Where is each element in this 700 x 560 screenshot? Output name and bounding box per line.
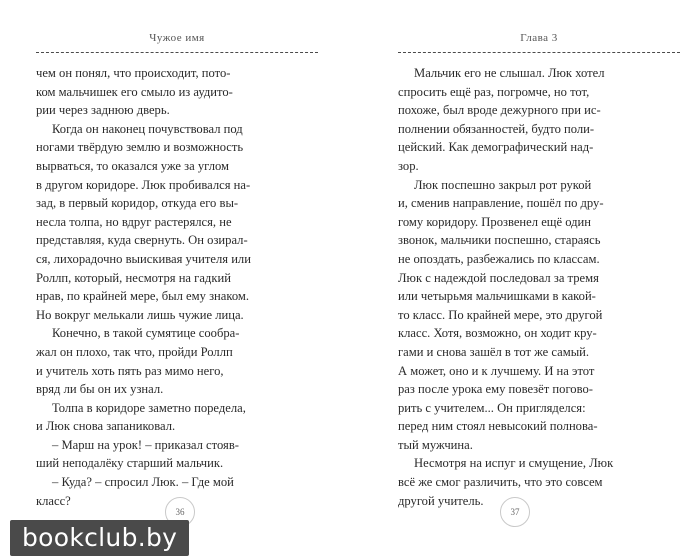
text-line: несла толпа, но вдруг растерялся, не <box>36 214 232 229</box>
text-line: класс? <box>36 493 71 508</box>
page-number-right: 37 <box>500 497 530 527</box>
text-line: спросить ещё раз, погромче, но тот, <box>398 84 590 99</box>
left-page-body <box>36 64 318 510</box>
text-line: и учитель хоть пять раз мимо него, <box>36 363 224 378</box>
text-line: тый мужчина. <box>398 437 473 452</box>
text-line: зор. <box>398 158 419 173</box>
header-rule-right <box>398 52 680 53</box>
text-line: рить с учителем... Он пригляделся: <box>398 400 586 415</box>
text-line: нрав, по крайней мере, был ему знаком. <box>36 289 250 304</box>
text-line: ком мальчишек его смыло из аудито- <box>36 84 233 99</box>
text-line: Конечно, в такой сумятице сообра- <box>52 326 240 341</box>
text-line: чем он понял, что происходит, пото- <box>36 66 231 80</box>
text-line: представляя, куда свернуть. Он озирал- <box>36 233 248 248</box>
text-line: цейский. Как демографический над- <box>398 140 594 155</box>
text-line: не опоздать, разбежались по классам. <box>398 251 600 266</box>
text-line: рии через заднюю дверь. <box>36 103 170 118</box>
text-line: полнении обязанностей, будто поли- <box>398 121 595 136</box>
text-line: А может, оно и к лучшему. И на этот <box>398 363 595 378</box>
text-line: ся, лихорадочно выискивая учителя или <box>36 251 251 266</box>
text-line: то класс. По крайней мере, это другой <box>398 307 603 322</box>
text-line: или четырьмя мальчишками в какой- <box>398 289 596 304</box>
left-page <box>36 0 318 520</box>
text-line: жал он плохо, так что, пройди Роллп <box>36 344 233 359</box>
text-line: ногами твёрдую землю и возможность <box>36 140 244 155</box>
text-line: Люк поспешно закрыл рот рукой <box>414 177 592 192</box>
text-line: зад, в первый коридор, откуда его вы- <box>36 196 239 211</box>
text-line: – Куда? – спросил Люк. – Где мой <box>52 475 234 490</box>
header-rule-left <box>36 52 318 53</box>
text-line: Толпа в коридоре заметно поредела, <box>52 400 246 415</box>
site-watermark: bookclub.by <box>10 520 189 556</box>
right-page-body <box>398 64 680 510</box>
text-line: раз после урока ему повезёт погово- <box>398 382 593 397</box>
text-line: гами и снова зашёл в тот же самый. <box>398 344 590 359</box>
text-line: гому коридору. Прозвенел ещё один <box>398 214 592 229</box>
text-line: звонок, мальчики поспешно, стараясь <box>398 233 601 248</box>
text-line: вряд ли бы он их узнал. <box>36 382 164 397</box>
text-line: Роллп, который, несмотря на гадкий <box>36 270 231 285</box>
text-line: класс. Хотя, возможно, он ходит кру- <box>398 326 597 341</box>
text-line: другой учитель. <box>398 493 484 508</box>
page-number-left: 36 <box>165 497 195 527</box>
text-line: похоже, был вроде дежурного при ис- <box>398 103 601 118</box>
text-line: Мальчик его не слышал. Люк хотел <box>414 66 605 80</box>
text-line: вырваться, то оказался уже за углом <box>36 158 230 173</box>
running-head-right: Глава 3 <box>520 32 558 44</box>
text-line: Несмотря на испуг и смущение, Люк <box>414 456 614 471</box>
text-line: Люк с надеждой последовал за тремя <box>398 270 599 285</box>
running-head-left: Чужое имя <box>149 32 205 44</box>
right-page <box>398 0 680 520</box>
text-line: всё же смог различить, что это совсем <box>398 475 603 490</box>
text-line: – Марш на урок! – приказал стояв- <box>52 437 239 452</box>
text-line: перед ним стоял невысокий полнова- <box>398 419 598 434</box>
text-line: и Люк снова запаниковал. <box>36 419 176 434</box>
text-line: Когда он наконец почувствовал под <box>52 121 243 136</box>
text-line: ший неподалёку старший мальчик. <box>36 456 224 471</box>
text-line: и, сменив направление, пошёл по дру- <box>398 196 604 211</box>
text-line: в другом коридоре. Люк пробивался на- <box>36 177 251 192</box>
text-line: Но вокруг мелькали лишь чужие лица. <box>36 307 244 322</box>
